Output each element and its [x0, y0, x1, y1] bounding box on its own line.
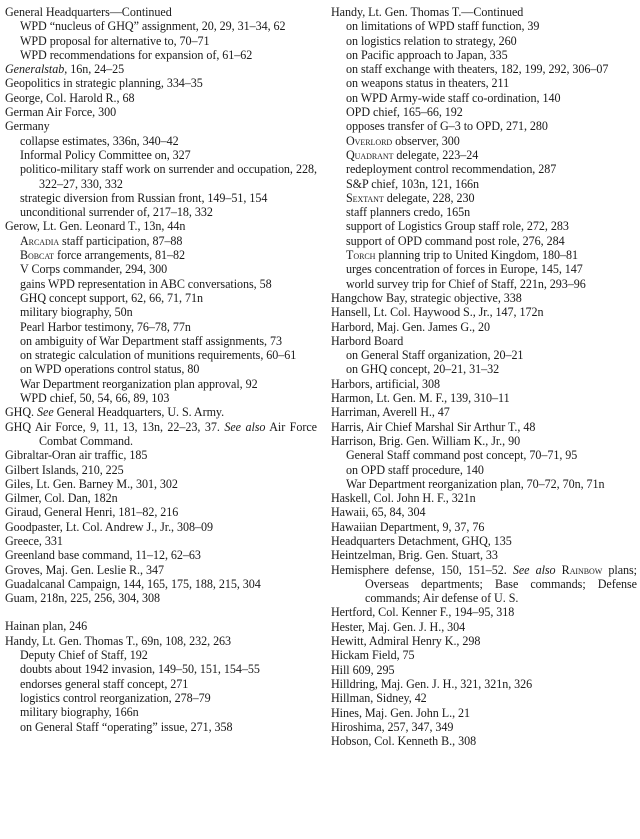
index-subentry [331, 177, 637, 191]
index-subentry [331, 34, 637, 48]
index-entry [5, 219, 317, 233]
entry-text: on Pacific approach to Japan, 335 [346, 47, 508, 62]
index-entry [5, 491, 317, 505]
index-subentry [331, 448, 637, 462]
entry-text: , 16n, 24–25 [64, 62, 125, 77]
index-subentry [5, 191, 317, 205]
entry-text: Hewitt, Admiral Henry K., 298 [331, 634, 481, 649]
index-entry [331, 677, 637, 691]
entry-text: Hickam Field, 75 [331, 648, 415, 663]
index-entry [331, 334, 637, 348]
index-subentry [331, 219, 637, 233]
index-entry [331, 720, 637, 734]
index-column-right [331, 5, 637, 748]
entry-text: support of OPD command post role, 276, 284 [346, 233, 565, 248]
entry-text: Gilbert Islands, 210, 225 [5, 462, 124, 477]
index-subentry [5, 320, 317, 334]
entry-text: Guadalcanal Campaign, 144, 165, 175, 188, 215, 304 [5, 576, 261, 591]
index-entry [331, 563, 637, 606]
entry-text: plans; Overseas departments; Base commands; Defense commands; Air defense of U. S. [365, 562, 637, 606]
entry-text: Guam, 218n, 225, 256, 304, 308 [5, 591, 161, 606]
index-subentry [331, 19, 637, 33]
index-subentry [331, 48, 637, 62]
entry-text: Greenland base command, 11–12, 62–63 [5, 548, 201, 563]
entry-text: Greece, 331 [5, 533, 63, 548]
entry-text: planning trip to United Kingdom, 180–81 [375, 248, 578, 263]
entry-text: staff participation, 87–88 [59, 233, 183, 248]
index-entry [331, 734, 637, 748]
entry-text: General Staff command post concept, 70–71, 95 [346, 448, 578, 463]
entry-text: Hawaiian Department, 9, 37, 76 [331, 519, 485, 534]
index-subentry [331, 205, 637, 219]
index-subentry [331, 234, 637, 248]
entry-text: Groves, Maj. Gen. Leslie R., 347 [5, 562, 164, 577]
index-subentry [331, 119, 637, 133]
index-entry [5, 577, 317, 591]
entry-text: Hainan plan, 246 [5, 619, 88, 634]
index-entry [5, 119, 317, 133]
index-entry [331, 605, 637, 619]
index-subentry [5, 48, 317, 62]
index-entry [331, 420, 637, 434]
index-column-left [5, 5, 317, 734]
index-subentry [331, 148, 637, 162]
index-entry [331, 391, 637, 405]
entry-text: Overlord [346, 133, 393, 148]
index-entry [5, 563, 317, 577]
entry-text: Giles, Lt. Gen. Barney M., 301, 302 [5, 476, 178, 491]
entry-text: GHQ concept support, 62, 66, 71, 71n [20, 290, 203, 305]
entry-text: Hiroshima, 257, 347, 349 [331, 719, 454, 734]
index-entry [331, 663, 637, 677]
index-entry [331, 706, 637, 720]
entry-text: WPD chief, 50, 54, 66, 89, 103 [20, 391, 170, 406]
index-entry [331, 5, 637, 19]
index-entry [5, 505, 317, 519]
index-subentry [331, 362, 637, 376]
index-entry [331, 305, 637, 319]
entry-text: Hansell, Lt. Col. Haywood S., Jr., 147, 172n [331, 305, 544, 320]
entry-text: urges concentration of forces in Europe, 145, 147 [346, 262, 583, 277]
index-subentry [5, 205, 317, 219]
entry-text: Heintzelman, Brig. Gen. Stuart, 33 [331, 548, 498, 563]
index-entry [5, 420, 317, 449]
index-subentry [331, 76, 637, 90]
index-entry [331, 691, 637, 705]
entry-text: Quadrant [346, 147, 394, 162]
entry-text: redeployment control recommendation, 287 [346, 162, 557, 177]
entry-text: Harris, Air Chief Marshal Sir Arthur T., 48 [331, 419, 536, 434]
index-entry [331, 548, 637, 562]
index-entry [331, 405, 637, 419]
entry-text: Hobson, Col. Kenneth B., 308 [331, 734, 477, 749]
entry-text: WPD recommendations for expansion of, 61–62 [20, 47, 253, 62]
index-entry [331, 491, 637, 505]
entry-text: Giraud, General Henri, 181–82, 216 [5, 505, 179, 520]
entry-text: German Air Force, 300 [5, 105, 117, 120]
entry-text: Handy, Lt. Gen. Thomas T.—Continued [331, 5, 524, 19]
index-subentry [5, 705, 317, 719]
entry-text: strategic diversion from Russian front, 149–51, 154 [20, 190, 268, 205]
index-entry [5, 62, 317, 76]
index-subentry [5, 291, 317, 305]
entry-text: Harriman, Averell H., 47 [331, 405, 450, 420]
index-subentry [331, 91, 637, 105]
index-entry [5, 405, 317, 419]
entry-text: Gilmer, Col. Dan, 182n [5, 491, 118, 506]
entry-text: Hester, Maj. Gen. J. H., 304 [331, 619, 466, 634]
index-subentry [5, 720, 317, 734]
index-subentry [331, 262, 637, 276]
index-subentry [5, 277, 317, 291]
entry-text: See [37, 405, 54, 420]
index-subentry [5, 691, 317, 705]
entry-text: Harmon, Lt. Gen. M. F., 139, 310–11 [331, 391, 510, 406]
entry-text: staff planners credo, 165n [346, 205, 471, 220]
index-subentry [331, 463, 637, 477]
index-subentry [5, 677, 317, 691]
index-subentry [331, 105, 637, 119]
entry-text: George, Col. Harold R., 68 [5, 90, 135, 105]
entry-text: Air Force Combat Command. [39, 419, 317, 448]
index-entry [331, 434, 637, 448]
index-entry [331, 291, 637, 305]
index-subentry [5, 148, 317, 162]
entry-text: WPD “nucleus of GHQ” assignment, 20, 29, 31–34, 62 [20, 19, 286, 34]
entry-text: Hertford, Col. Kenner F., 194–95, 318 [331, 605, 515, 620]
index-entry [331, 620, 637, 634]
index-subentry [331, 162, 637, 176]
entry-text: delegate, 223–24 [393, 147, 479, 162]
entry-text: Hemisphere defense, 150, 151–52. [331, 562, 513, 577]
entry-text: Hillman, Sidney, 42 [331, 691, 427, 706]
index-subentry [331, 134, 637, 148]
entry-text: War Department reorganization plan, 70–72, 70n, 71n [346, 476, 605, 491]
entry-text: Sextant [346, 190, 384, 205]
entry-text: Hangchow Bay, strategic objective, 338 [331, 290, 522, 305]
entry-text: WPD proposal for alternative to, 70–71 [20, 33, 210, 48]
entry-text: War Department reorganization plan approval, 92 [20, 376, 258, 391]
index-subentry [5, 362, 317, 376]
entry-text: OPD chief, 165–66, 192 [346, 105, 463, 120]
entry-text: Haskell, Col. John H. F., 321n [331, 491, 476, 506]
index-entry [331, 520, 637, 534]
entry-text: Arcadia [20, 233, 60, 248]
entry-text: Geopolitics in strategic planning, 334–35 [5, 76, 203, 91]
entry-text: Hill 609, 295 [331, 662, 395, 677]
entry-text: on limitations of WPD staff function, 39 [346, 19, 540, 34]
entry-text: Headquarters Detachment, GHQ, 135 [331, 533, 512, 548]
index-entry [331, 648, 637, 662]
entry-text: Torch [346, 248, 376, 263]
index-subentry [5, 305, 317, 319]
entry-text: military biography, 50n [20, 305, 133, 320]
index-subentry [5, 262, 317, 276]
entry-text: doubts about 1942 invasion, 149–50, 151, 154–55 [20, 662, 260, 677]
entry-text: GHQ. [5, 405, 37, 420]
entry-text: endorses general staff concept, 271 [20, 676, 189, 691]
entry-text: V Corps commander, 294, 300 [20, 262, 168, 277]
index-entry [331, 320, 637, 334]
index-subentry [5, 234, 317, 248]
index-entry [5, 448, 317, 462]
index-subentry [331, 248, 637, 262]
index-entry [5, 463, 317, 477]
entry-text: on logistics relation to strategy, 260 [346, 33, 517, 48]
index-subentry [331, 62, 637, 76]
entry-text: support of Logistics Group staff role, 272, 283 [346, 219, 569, 234]
entry-text: on General Staff organization, 20–21 [346, 348, 524, 363]
index-subentry [5, 377, 317, 391]
entry-text: S&P chief, 103n, 121, 166n [346, 176, 479, 191]
entry-text: on ambiguity of War Department staff assignments, 73 [20, 333, 282, 348]
entry-text: on strategic calculation of munitions requirements, 60–61 [20, 348, 297, 363]
section-gap [5, 605, 317, 619]
entry-text: Generalstab [5, 62, 65, 77]
entry-text: Rainbow [561, 562, 603, 577]
entry-text: unconditional surrender of, 217–18, 332 [20, 205, 213, 220]
entry-text: on OPD staff procedure, 140 [346, 462, 484, 477]
entry-text: on WPD operations control status, 80 [20, 362, 200, 377]
entry-text: Harbord Board [331, 333, 404, 348]
index-entry [5, 520, 317, 534]
entry-text: on weapons status in theaters, 211 [346, 76, 510, 91]
entry-text: logistics control reorganization, 278–79 [20, 690, 211, 705]
entry-text: GHQ Air Force, 9, 11, 13, 13n, 22–23, 37. [5, 419, 225, 434]
entry-text: force arrangements, 81–82 [54, 248, 186, 263]
index-subentry [5, 248, 317, 262]
index-subentry [5, 19, 317, 33]
entry-text: Harbord, Maj. Gen. James G., 20 [331, 319, 490, 334]
entry-text: Germany [5, 119, 50, 134]
index-subentry [5, 348, 317, 362]
entry-text: Goodpaster, Lt. Col. Andrew J., Jr., 308–09 [5, 519, 213, 534]
entry-text: on staff exchange with theaters, 182, 199, 292, 306–07 [346, 62, 609, 77]
entry-text: See also [224, 419, 266, 434]
entry-text: Gibraltar-Oran air traffic, 185 [5, 448, 148, 463]
entry-text: Pearl Harbor testimony, 76–78, 77n [20, 319, 191, 334]
entry-text: gains WPD representation in ABC conversations, 58 [20, 276, 272, 291]
index-entry [5, 534, 317, 548]
index-entry [5, 105, 317, 119]
entry-text: Gerow, Lt. Gen. Leonard T., 13n, 44n [5, 219, 186, 234]
index-subentry [331, 191, 637, 205]
index-subentry [5, 648, 317, 662]
entry-text: on GHQ concept, 20–21, 31–32 [346, 362, 500, 377]
index-entry [331, 534, 637, 548]
entry-text: Hines, Maj. Gen. John L., 21 [331, 705, 471, 720]
entry-text: observer, 300 [392, 133, 460, 148]
index-entry [5, 91, 317, 105]
entry-text: General Headquarters—Continued [5, 5, 172, 19]
index-subentry [331, 277, 637, 291]
index-entry [331, 634, 637, 648]
entry-text: Harbors, artificial, 308 [331, 376, 440, 391]
entry-text: on WPD Army-wide staff co-ordination, 140 [346, 90, 561, 105]
entry-text: Harrison, Brig. Gen. William K., Jr., 90 [331, 433, 521, 448]
index-subentry [331, 348, 637, 362]
index-subentry [5, 134, 317, 148]
entry-text: See also [512, 562, 556, 577]
entry-text: delegate, 228, 230 [383, 190, 475, 205]
index-entry [5, 548, 317, 562]
entry-text: Deputy Chief of Staff, 192 [20, 648, 148, 663]
entry-text: Hawaii, 65, 84, 304 [331, 505, 426, 520]
index-entry [5, 634, 317, 648]
entry-text: world survey trip for Chief of Staff, 221n, 293–96 [346, 276, 586, 291]
index-subentry [331, 477, 637, 491]
index-subentry [5, 334, 317, 348]
index-entry [5, 591, 317, 605]
index-entry [5, 619, 317, 633]
entry-text: collapse estimates, 336n, 340–42 [20, 133, 179, 148]
entry-text: on General Staff “operating” issue, 271, 358 [20, 719, 233, 734]
index-entry [331, 377, 637, 391]
entry-text: Hilldring, Maj. Gen. J. H., 321, 321n, 326 [331, 676, 533, 691]
entry-text: Handy, Lt. Gen. Thomas T., 69n, 108, 232, 263 [5, 633, 232, 648]
entry-text: General Headquarters, U. S. Army. [53, 405, 225, 420]
index-entry [5, 5, 317, 19]
entry-text: opposes transfer of G–3 to OPD, 271, 280 [346, 119, 548, 134]
index-entry [5, 76, 317, 90]
index-subentry [5, 662, 317, 676]
entry-text: Bobcat [20, 248, 54, 263]
entry-text: politico-military staff work on surrender and occupation, 228, 322–27, 330, 332 [20, 162, 317, 191]
index-subentry [5, 34, 317, 48]
entry-text: Informal Policy Committee on, 327 [20, 147, 191, 162]
entry-text: military biography, 166n [20, 705, 139, 720]
index-subentry [5, 391, 317, 405]
index-entry [331, 505, 637, 519]
index-subentry [5, 162, 317, 191]
index-entry [5, 477, 317, 491]
